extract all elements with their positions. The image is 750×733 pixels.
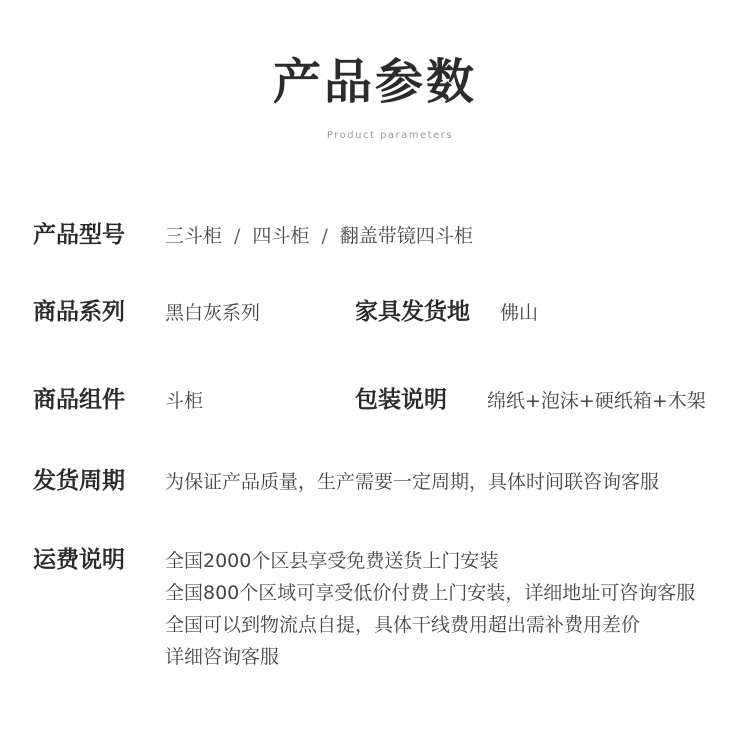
component-label: 商品组件 — [33, 387, 125, 413]
component-value: 斗柜 — [165, 390, 204, 412]
shipping-lines — [165, 545, 695, 673]
model-separator-1: / — [234, 225, 241, 247]
shipping-line-1: 全国2000个区县享受免费送货上门安装 — [165, 550, 499, 572]
packing-value: 绵纸+泡沫+硬纸箱+木架 — [487, 390, 706, 412]
page-title: 产品参数 — [272, 54, 477, 110]
model-option-2: 四斗柜 — [252, 225, 310, 247]
model-label: 产品型号 — [33, 222, 125, 248]
delivery-value: 为保证产品质量，生产需要一定周期，具体时间联咨询客服 — [165, 471, 660, 493]
page-subtitle: Product parameters — [326, 130, 454, 141]
model-option-1: 三斗柜 — [165, 225, 223, 247]
shipping-label: 运费说明 — [33, 547, 125, 573]
delivery-label: 发货周期 — [33, 468, 125, 494]
shipping-line-4: 详细咨询客服 — [165, 646, 280, 668]
packing-label: 包装说明 — [355, 387, 447, 413]
model-separator-2: / — [321, 225, 328, 247]
shipping-line-2: 全国800个区域可享受低价付费上门安装，详细地址可咨询客服 — [165, 582, 696, 604]
model-option-3: 翻盖带镜四斗柜 — [339, 225, 473, 247]
series-label: 商品系列 — [33, 299, 125, 325]
origin-value: 佛山 — [500, 302, 539, 324]
series-value: 黑白灰系列 — [165, 302, 261, 324]
shipping-line-3: 全国可以到物流点自提，具体干线费用超出需补费用差价 — [165, 614, 641, 636]
origin-label: 家具发货地 — [355, 299, 470, 325]
model-options — [165, 221, 473, 251]
